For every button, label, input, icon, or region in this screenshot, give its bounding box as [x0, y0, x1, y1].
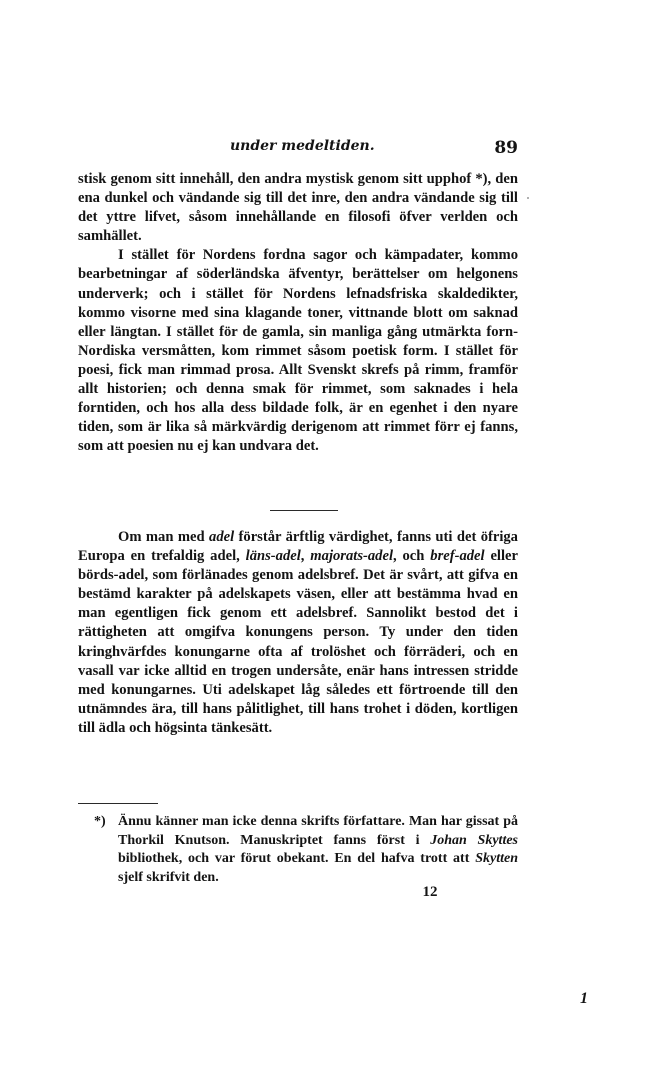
name-skytten: Skytten — [475, 851, 518, 867]
text-run: förstår ärftlig värdighet, fanns uti det öfriga Europa en trefaldig adel, — [78, 529, 518, 565]
term-adel: adel — [209, 529, 235, 545]
term-bref-adel: bref-adel — [430, 548, 485, 565]
footnote-text — [118, 813, 518, 887]
term-lans-adel: läns-adel — [245, 548, 301, 565]
text-run: sjelf skrifvit den. — [118, 869, 219, 885]
signature-mark: 12 — [422, 884, 438, 900]
section-1 — [78, 170, 518, 456]
footnote-marker: *) — [94, 814, 106, 829]
footnote-divider — [78, 803, 158, 804]
text-run: , — [300, 548, 311, 565]
section-2 — [78, 528, 518, 738]
paragraph-nobility — [78, 528, 518, 738]
text-run: bibliothek, och var förut obekant. En del hafva trott att — [118, 851, 476, 867]
paragraph-continuation: stisk genom sitt innehåll, den andra mystisk genom sitt upphof *), den ena dunkel och vändande sig till det inre, den andra vändande sig till det yttre lifvet, såsom innehållande en filosofi öfver verlden och samhället. — [78, 171, 518, 245]
text-run: Om man med — [118, 529, 210, 545]
page-number: 89 — [494, 138, 518, 158]
running-title: under medeltiden. — [230, 138, 375, 154]
page-header — [78, 138, 518, 162]
section-divider — [270, 510, 338, 511]
text-run: eller börds-adel, som förlänades genom adelsbref. Det är svårt, att gifva en bestämd karakter på adelskapets väsen, eller att bestämma hvad en man egentligen fick genom ett adelsbref. Sannolikt bestod det i rättigheten att omgifva konungens person. Ty under den tiden kringhvärfdes konungarne ofta af trolöshet och förräderi, och en vasall var icke alltid en trogen undersåte, enär hans intressen stridde med konungarnes. Uti adelskapet låg således ett förtroende till den utnämndes ära, till hans pålitlighet, till hans trohet i döden, kortligen till ädla och högsinta tänkesätt. — [78, 548, 518, 736]
margin-speck — [527, 197, 529, 199]
text-run: , och — [393, 548, 431, 565]
margin-mark: 1 — [580, 990, 588, 1007]
term-majorats-adel: majorats-adel — [310, 548, 393, 565]
text-run: Ännu känner man icke denna skrifts författare. Man har gissat på Thorkil Knutson. Manuskriptet fanns först i — [118, 814, 518, 848]
name-johan-skyttes: Johan Skyttes — [430, 832, 518, 848]
paragraph-nordic-poetry: I stället för Nordens fordna sagor och kämpadater, kommo bearbetningar af söderländska äfventyr, berättelser om helgonens underverk; och i stället för Nordens lefnadsfriska skaldedikter, kommo visorne med sina klagande toner, vittnande blott om saknad eller längtan. I stället för de gamla, sin manliga gång utmärkta forn-Nordiska versmåtten, kom rimmet såsom poetisk form. I stället för poesi, fick man rimmad prosa. Allt Svenskt skrefs på rimm, framför allt historien; och denna smak för rimmet, som saknades i hela forntiden, och hos alla dess bildade folk, är en egenhet i den nyare tiden, som är lika så märkvärdig derigenom att rimmet förr ej fanns, som att poesien nu ej kan undvara det. — [78, 247, 518, 455]
footnote — [78, 813, 518, 887]
